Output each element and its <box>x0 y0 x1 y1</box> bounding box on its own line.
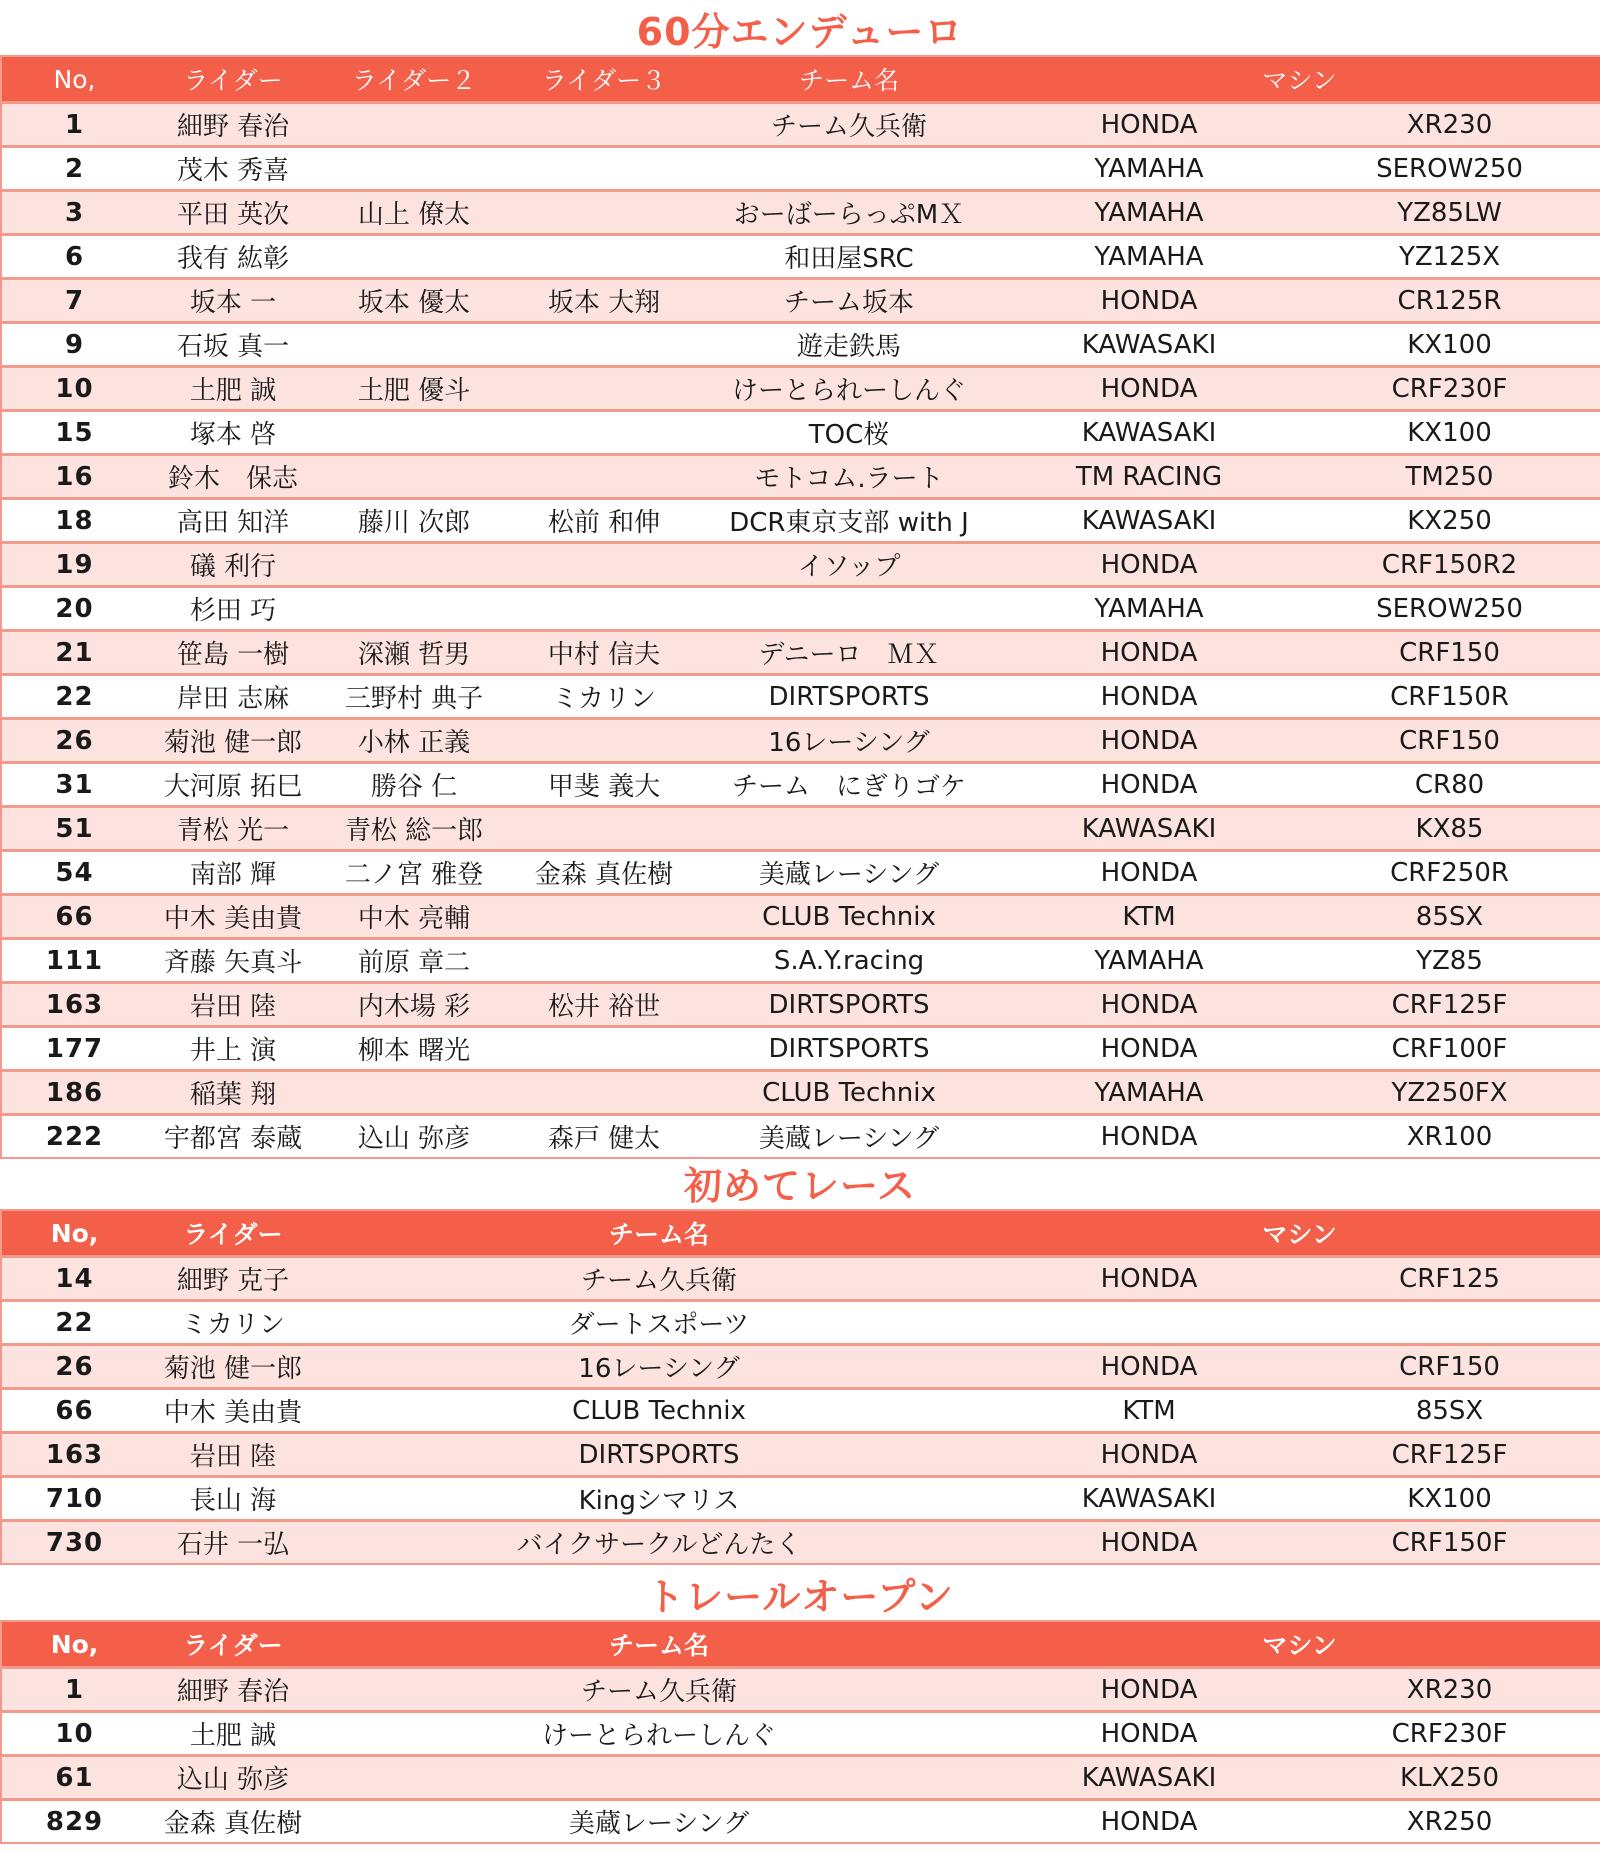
team-name: 16レーシング <box>699 719 999 763</box>
rider1-name: 宇都宮 泰蔵 <box>147 1115 319 1159</box>
machine-model: CR125R <box>1299 279 1600 323</box>
entry-number: 710 <box>1 1477 147 1521</box>
entry-number: 7 <box>1 279 147 323</box>
machine-maker: YAMAHA <box>999 587 1299 631</box>
machine-model: CRF230F <box>1299 1712 1600 1756</box>
table-row <box>1 1115 1600 1159</box>
machine-maker: TM RACING <box>999 455 1299 499</box>
entry-number: 21 <box>1 631 147 675</box>
team-name: DIRTSPORTS <box>699 675 999 719</box>
entry-number: 9 <box>1 323 147 367</box>
table-row <box>1 411 1600 455</box>
section-title-enduro: 60分エンデューロ <box>636 10 964 54</box>
first-race-header-row <box>1 1210 1600 1257</box>
rider1-name: 井上 演 <box>147 1027 319 1071</box>
rider2-name: 内木場 彩 <box>319 983 509 1027</box>
table-row <box>1 1345 1600 1389</box>
header-machine: マシン <box>999 1210 1600 1257</box>
machine-maker: KAWASAKI <box>999 499 1299 543</box>
rider-name: 込山 弥彦 <box>147 1756 319 1800</box>
machine-maker: HONDA <box>999 1800 1299 1844</box>
rider1-name: 菊池 健一郎 <box>147 719 319 763</box>
team-name: チーム久兵衛 <box>699 103 999 147</box>
rider1-name: 岩田 陸 <box>147 983 319 1027</box>
entry-number: 26 <box>1 719 147 763</box>
entry-number: 163 <box>1 983 147 1027</box>
machine-model: CRF250R <box>1299 851 1600 895</box>
rider3-name <box>509 719 699 763</box>
rider3-name <box>509 323 699 367</box>
machine-model: KX85 <box>1299 807 1600 851</box>
table-row <box>1 1712 1600 1756</box>
trail-open-header-row <box>1 1621 1600 1668</box>
machine-maker: HONDA <box>999 1115 1299 1159</box>
rider3-name: 甲斐 義大 <box>509 763 699 807</box>
entry-number: 177 <box>1 1027 147 1071</box>
entry-number: 66 <box>1 895 147 939</box>
rider3-name: ミカリン <box>509 675 699 719</box>
machine-maker: HONDA <box>999 1712 1299 1756</box>
entry-number: 61 <box>1 1756 147 1800</box>
rider2-name <box>319 235 509 279</box>
machine-model: CRF125F <box>1299 1433 1600 1477</box>
entry-number: 6 <box>1 235 147 279</box>
team-name <box>699 147 999 191</box>
rider2-name: 中木 亮輔 <box>319 895 509 939</box>
entry-number: 3 <box>1 191 147 235</box>
rider3-name <box>509 939 699 983</box>
machine-model: XR100 <box>1299 1115 1600 1159</box>
table-row <box>1 1668 1600 1712</box>
rider2-name <box>319 1071 509 1115</box>
machine-maker: KTM <box>999 895 1299 939</box>
rider3-name: 坂本 大翔 <box>509 279 699 323</box>
table-row <box>1 807 1600 851</box>
rider3-name <box>509 103 699 147</box>
machine-model: SEROW250 <box>1299 587 1600 631</box>
entry-number: 1 <box>1 103 147 147</box>
team-name: CLUB Technix <box>699 1071 999 1115</box>
machine-maker: HONDA <box>999 1433 1299 1477</box>
machine-maker: HONDA <box>999 1257 1299 1301</box>
header-rider1: ライダー <box>147 56 319 103</box>
rider1-name: 礒 利行 <box>147 543 319 587</box>
team-name: チーム坂本 <box>699 279 999 323</box>
rider1-name: 岸田 志麻 <box>147 675 319 719</box>
team-name: けーとられーしんぐ <box>699 367 999 411</box>
entry-number: 1 <box>1 1668 147 1712</box>
table-row <box>1 851 1600 895</box>
rider3-name <box>509 191 699 235</box>
machine-model: CRF150R2 <box>1299 543 1600 587</box>
machine-model: CRF150R <box>1299 675 1600 719</box>
rider3-name <box>509 543 699 587</box>
team-name: TOC桜 <box>699 411 999 455</box>
rider3-name <box>509 587 699 631</box>
team-name: チーム久兵衛 <box>319 1257 999 1301</box>
rider3-name <box>509 411 699 455</box>
entry-number: 14 <box>1 1257 147 1301</box>
machine-maker: KAWASAKI <box>999 1477 1299 1521</box>
team-name: デニーロ ＭＸ <box>699 631 999 675</box>
table-row <box>1 147 1600 191</box>
rider2-name <box>319 455 509 499</box>
rider2-name: 藤川 次郎 <box>319 499 509 543</box>
rider1-name: 稲葉 翔 <box>147 1071 319 1115</box>
table-row <box>1 1301 1600 1345</box>
entry-number: 22 <box>1 1301 147 1345</box>
rider-name: 菊池 健一郎 <box>147 1345 319 1389</box>
table-row <box>1 499 1600 543</box>
rider1-name: 高田 知洋 <box>147 499 319 543</box>
rider2-name: 小林 正義 <box>319 719 509 763</box>
machine-maker <box>999 1301 1299 1345</box>
header-team: チーム名 <box>699 56 999 103</box>
machine-maker: YAMAHA <box>999 147 1299 191</box>
header-rider: ライダー <box>147 1210 319 1257</box>
team-name: イソップ <box>699 543 999 587</box>
machine-model: KX100 <box>1299 323 1600 367</box>
team-name: CLUB Technix <box>319 1389 999 1433</box>
machine-model: KX100 <box>1299 1477 1600 1521</box>
machine-maker: YAMAHA <box>999 939 1299 983</box>
rider1-name: 南部 輝 <box>147 851 319 895</box>
table-row <box>1 1433 1600 1477</box>
machine-maker: YAMAHA <box>999 191 1299 235</box>
machine-maker: HONDA <box>999 1345 1299 1389</box>
machine-model: CR80 <box>1299 763 1600 807</box>
table-row <box>1 235 1600 279</box>
rider1-name: 坂本 一 <box>147 279 319 323</box>
rider2-name: 前原 章二 <box>319 939 509 983</box>
rider2-name <box>319 587 509 631</box>
first-race-table <box>0 1209 1600 1565</box>
machine-maker: YAMAHA <box>999 1071 1299 1115</box>
team-name: チーム久兵衛 <box>319 1668 999 1712</box>
entry-number: 186 <box>1 1071 147 1115</box>
enduro-header-row <box>1 56 1600 103</box>
team-name: 和田屋SRC <box>699 235 999 279</box>
table-row <box>1 1027 1600 1071</box>
team-name: DIRTSPORTS <box>699 983 999 1027</box>
header-no: No, <box>1 1621 147 1668</box>
rider2-name: 山上 僚太 <box>319 191 509 235</box>
machine-model: CRF125F <box>1299 983 1600 1027</box>
rider3-name <box>509 895 699 939</box>
table-row <box>1 675 1600 719</box>
table-row <box>1 1257 1600 1301</box>
rider3-name <box>509 807 699 851</box>
team-name: けーとられーしんぐ <box>319 1712 999 1756</box>
machine-model: KLX250 <box>1299 1756 1600 1800</box>
rider2-name <box>319 103 509 147</box>
team-name: 16レーシング <box>319 1345 999 1389</box>
machine-maker: KAWASAKI <box>999 411 1299 455</box>
rider3-name <box>509 1027 699 1071</box>
entry-number: 16 <box>1 455 147 499</box>
team-name: モトコム.ラート <box>699 455 999 499</box>
team-name: DIRTSPORTS <box>319 1433 999 1477</box>
entry-number: 111 <box>1 939 147 983</box>
rider1-name: 土肥 誠 <box>147 367 319 411</box>
table-row <box>1 631 1600 675</box>
rider3-name: 松井 裕世 <box>509 983 699 1027</box>
machine-maker: HONDA <box>999 1668 1299 1712</box>
machine-maker: KTM <box>999 1389 1299 1433</box>
enduro-body <box>1 103 1600 1159</box>
machine-model: 85SX <box>1299 1389 1600 1433</box>
team-name <box>699 807 999 851</box>
rider2-name <box>319 411 509 455</box>
table-row <box>1 587 1600 631</box>
rider1-name: 茂木 秀喜 <box>147 147 319 191</box>
machine-maker: HONDA <box>999 675 1299 719</box>
rider3-name: 松前 和伸 <box>509 499 699 543</box>
rider2-name <box>319 147 509 191</box>
machine-model: CRF125 <box>1299 1257 1600 1301</box>
table-row <box>1 323 1600 367</box>
rider2-name: 柳本 曙光 <box>319 1027 509 1071</box>
entry-number: 2 <box>1 147 147 191</box>
entry-number: 54 <box>1 851 147 895</box>
team-name: Kingシマリス <box>319 1477 999 1521</box>
table-row <box>1 719 1600 763</box>
machine-model: CRF150F <box>1299 1521 1600 1565</box>
table-row <box>1 983 1600 1027</box>
rider-name: 中木 美由貴 <box>147 1389 319 1433</box>
rider2-name: 深瀬 哲男 <box>319 631 509 675</box>
header-team: チーム名 <box>319 1210 999 1257</box>
section-title-trail-open: トレールオープン <box>646 1575 954 1619</box>
table-row <box>1 543 1600 587</box>
header-rider3: ライダー３ <box>509 56 699 103</box>
rider1-name: 大河原 拓巳 <box>147 763 319 807</box>
header-rider: ライダー <box>147 1621 319 1668</box>
team-name: バイクサークルどんたく <box>319 1521 999 1565</box>
rider2-name: 込山 弥彦 <box>319 1115 509 1159</box>
rider2-name <box>319 543 509 587</box>
rider1-name: 石坂 真一 <box>147 323 319 367</box>
machine-model: TM250 <box>1299 455 1600 499</box>
team-name: 美蔵レーシング <box>699 851 999 895</box>
machine-model: XR230 <box>1299 103 1600 147</box>
entry-number: 26 <box>1 1345 147 1389</box>
rider2-name: 二ノ宮 雅登 <box>319 851 509 895</box>
team-name: おーばーらっぷMＸ <box>699 191 999 235</box>
table-row <box>1 895 1600 939</box>
rider2-name <box>319 323 509 367</box>
section-title-first-race: 初めてレース <box>683 1164 917 1208</box>
table-row <box>1 1071 1600 1115</box>
header-rider2: ライダー２ <box>319 56 509 103</box>
entry-number: 163 <box>1 1433 147 1477</box>
machine-maker: KAWASAKI <box>999 807 1299 851</box>
trail-open-body <box>1 1668 1600 1844</box>
rider-name: ミカリン <box>147 1301 319 1345</box>
rider1-name: 平田 英次 <box>147 191 319 235</box>
machine-maker: HONDA <box>999 631 1299 675</box>
machine-model: YZ125X <box>1299 235 1600 279</box>
team-name: 遊走鉄馬 <box>699 323 999 367</box>
machine-maker: HONDA <box>999 103 1299 147</box>
entry-number: 19 <box>1 543 147 587</box>
entry-number: 829 <box>1 1800 147 1844</box>
entry-number: 51 <box>1 807 147 851</box>
rider3-name: 森戸 健太 <box>509 1115 699 1159</box>
machine-model: YZ85 <box>1299 939 1600 983</box>
rider3-name <box>509 367 699 411</box>
machine-model: CRF150 <box>1299 1345 1600 1389</box>
rider-name: 細野 春治 <box>147 1668 319 1712</box>
table-row <box>1 1800 1600 1844</box>
rider-name: 石井 一弘 <box>147 1521 319 1565</box>
team-name <box>319 1756 999 1800</box>
entry-number: 18 <box>1 499 147 543</box>
team-name: DCR東京支部 with J <box>699 499 999 543</box>
team-name: DIRTSPORTS <box>699 1027 999 1071</box>
rider3-name <box>509 235 699 279</box>
machine-maker: HONDA <box>999 983 1299 1027</box>
team-name: CLUB Technix <box>699 895 999 939</box>
rider3-name <box>509 147 699 191</box>
machine-model: CRF230F <box>1299 367 1600 411</box>
table-row <box>1 1756 1600 1800</box>
entry-number: 15 <box>1 411 147 455</box>
header-no: No, <box>1 1210 147 1257</box>
rider1-name: 我有 紘彰 <box>147 235 319 279</box>
rider1-name: 鈴木 保志 <box>147 455 319 499</box>
first-race-body <box>1 1257 1600 1565</box>
entry-number: 22 <box>1 675 147 719</box>
rider1-name: 細野 春治 <box>147 103 319 147</box>
trail-open-table <box>0 1620 1600 1844</box>
machine-model <box>1299 1301 1600 1345</box>
machine-maker: HONDA <box>999 1027 1299 1071</box>
table-row <box>1 1521 1600 1565</box>
machine-maker: HONDA <box>999 543 1299 587</box>
team-name: 美蔵レーシング <box>699 1115 999 1159</box>
header-no: No, <box>1 56 147 103</box>
rider-name: 土肥 誠 <box>147 1712 319 1756</box>
rider2-name: 三野村 典子 <box>319 675 509 719</box>
team-name: ダートスポーツ <box>319 1301 999 1345</box>
rider3-name: 中村 信夫 <box>509 631 699 675</box>
table-row <box>1 279 1600 323</box>
rider2-name: 青松 総一郎 <box>319 807 509 851</box>
rider-name: 岩田 陸 <box>147 1433 319 1477</box>
machine-maker: HONDA <box>999 279 1299 323</box>
header-team: チーム名 <box>319 1621 999 1668</box>
table-row <box>1 367 1600 411</box>
machine-model: CRF100F <box>1299 1027 1600 1071</box>
table-row <box>1 939 1600 983</box>
machine-maker: KAWASAKI <box>999 323 1299 367</box>
entry-number: 66 <box>1 1389 147 1433</box>
machine-model: YZ85LW <box>1299 191 1600 235</box>
entry-number: 730 <box>1 1521 147 1565</box>
table-row <box>1 763 1600 807</box>
table-row <box>1 103 1600 147</box>
table-row <box>1 191 1600 235</box>
entry-number: 20 <box>1 587 147 631</box>
rider2-name: 土肥 優斗 <box>319 367 509 411</box>
rider1-name: 斉藤 矢真斗 <box>147 939 319 983</box>
table-row <box>1 455 1600 499</box>
entry-number: 10 <box>1 1712 147 1756</box>
entry-number: 10 <box>1 367 147 411</box>
machine-model: YZ250FX <box>1299 1071 1600 1115</box>
rider3-name: 金森 真佐樹 <box>509 851 699 895</box>
machine-maker: HONDA <box>999 367 1299 411</box>
rider-name: 金森 真佐樹 <box>147 1800 319 1844</box>
machine-maker: HONDA <box>999 719 1299 763</box>
machine-maker: KAWASAKI <box>999 1756 1299 1800</box>
machine-model: CRF150 <box>1299 719 1600 763</box>
rider1-name: 笹島 一樹 <box>147 631 319 675</box>
rider3-name <box>509 1071 699 1115</box>
team-name: 美蔵レーシング <box>319 1800 999 1844</box>
team-name: チーム にぎりゴケ <box>699 763 999 807</box>
enduro-table <box>0 55 1600 1159</box>
rider2-name: 勝谷 仁 <box>319 763 509 807</box>
rider1-name: 塚本 啓 <box>147 411 319 455</box>
entry-number: 222 <box>1 1115 147 1159</box>
rider-name: 長山 海 <box>147 1477 319 1521</box>
rider3-name <box>509 455 699 499</box>
machine-model: CRF150 <box>1299 631 1600 675</box>
machine-model: KX100 <box>1299 411 1600 455</box>
entry-number: 31 <box>1 763 147 807</box>
machine-maker: YAMAHA <box>999 235 1299 279</box>
machine-maker: HONDA <box>999 1521 1299 1565</box>
table-row <box>1 1389 1600 1433</box>
machine-model: XR250 <box>1299 1800 1600 1844</box>
team-name <box>699 587 999 631</box>
rider-name: 細野 克子 <box>147 1257 319 1301</box>
machine-model: KX250 <box>1299 499 1600 543</box>
machine-model: 85SX <box>1299 895 1600 939</box>
table-row <box>1 1477 1600 1521</box>
machine-maker: HONDA <box>999 851 1299 895</box>
team-name: S.A.Y.racing <box>699 939 999 983</box>
rider1-name: 杉田 巧 <box>147 587 319 631</box>
machine-model: XR230 <box>1299 1668 1600 1712</box>
header-machine: マシン <box>999 56 1600 103</box>
rider2-name: 坂本 優太 <box>319 279 509 323</box>
machine-maker: HONDA <box>999 763 1299 807</box>
machine-model: SEROW250 <box>1299 147 1600 191</box>
rider1-name: 青松 光一 <box>147 807 319 851</box>
header-machine: マシン <box>999 1621 1600 1668</box>
rider1-name: 中木 美由貴 <box>147 895 319 939</box>
